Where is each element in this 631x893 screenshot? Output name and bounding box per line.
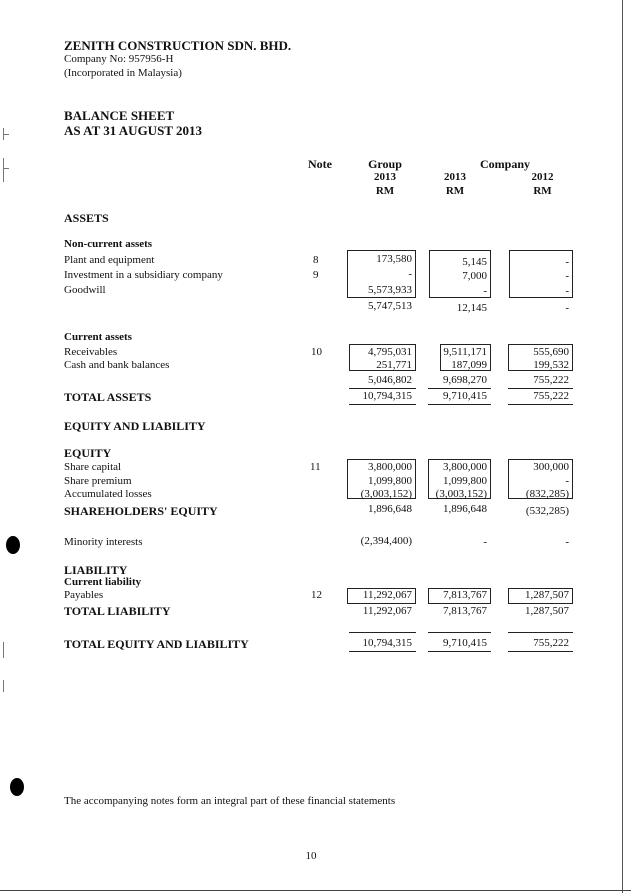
margin-tick [3,158,4,182]
margin-tick [3,642,4,658]
statement-date: AS AT 31 AUGUST 2013 [64,123,202,138]
group-value: (3,003,152) [360,488,412,500]
row-label: Share premium [64,475,132,487]
group-minority-interests: (2,394,400) [360,535,412,547]
company-2012-total-liability: 1,287,507 [525,605,569,617]
col-group-header: Group [368,157,402,171]
double-underline [428,404,491,405]
liability-heading: LIABILITY [64,563,128,577]
col-group-currency: RM [375,185,395,197]
group-noncurrent-total: 5,747,513 [368,300,412,312]
current-liability-heading: Current liability [64,576,142,588]
row-label: Payables [64,589,104,601]
company-2013-value: 7,813,767 [443,589,487,601]
punch-hole [10,778,24,796]
company-2013-value: - [483,285,487,297]
grand-total-label: TOTAL EQUITY AND LIABILITY [64,637,249,651]
col-company-year-2012: 2012 [531,171,554,183]
current-assets-heading: Current assets [64,331,132,343]
group-current-total: 5,046,802 [368,374,412,386]
company-2012-value: - [565,270,569,282]
company-2013-total-assets: 9,710,415 [443,390,487,402]
group-total-assets: 10,794,315 [362,390,412,402]
row-note: 8 [313,254,319,266]
company-incorporation: (Incorporated in Malaysia) [64,67,182,79]
double-underline [508,651,573,652]
punch-hole [6,536,20,554]
group-value: 1,099,800 [368,475,412,487]
col-note-header: Note [308,157,332,171]
group-value: 173,580 [376,253,412,265]
col-group-year: 2013 [374,171,396,183]
company-2012-grand-total: 755,222 [533,637,569,649]
noncurrent-assets-heading: Non-current assets [64,238,153,250]
company-2012-noncurrent-total: - [565,302,569,314]
col-company-header: Company [479,157,530,171]
company-2013-value: 5,145 [462,256,487,268]
total-rule [508,632,573,633]
page-edge-bottom [0,890,631,891]
company-2012-value: - [565,285,569,297]
group-value: 251,771 [376,359,412,371]
company-2013-value: 1,099,800 [443,475,487,487]
statement-title: BALANCE SHEET [64,108,175,123]
company-name: ZENITH CONSTRUCTION SDN. BHD. [64,38,292,53]
company-2013-shareholders-equity: 1,896,648 [443,503,487,515]
company-2012-value: 1,287,507 [525,589,569,601]
company-2013-minority-interests: - [483,536,487,548]
row-note: 11 [310,461,321,473]
company-2012-value: 300,000 [533,461,569,473]
company-2012-shareholders-equity: (532,285) [525,505,569,517]
total-rule [428,388,491,389]
company-2013-current-total: 9,698,270 [443,374,487,386]
company-2012-current-total: 755,222 [533,374,569,386]
margin-tick [3,168,9,169]
total-liability-label: TOTAL LIABILITY [64,604,171,618]
company-2013-total-liability: 7,813,767 [443,605,487,617]
company-2012-value: - [565,475,569,487]
company-2012-minority-interests: - [565,536,569,548]
company-2012-value: 199,532 [533,359,569,371]
row-label: Investment in a subsidiary company [64,269,223,281]
col-company-year-2013: 2013 [444,171,466,183]
shareholders-equity-label: SHAREHOLDERS' EQUITY [64,504,218,518]
double-underline [508,404,573,405]
col-company-2013-currency: RM [445,185,465,197]
company-2013-value: 3,800,000 [443,461,487,473]
company-number: Company No: 957956-H [64,53,174,65]
group-shareholders-equity: 1,896,648 [368,503,412,515]
company-2013-value: 187,099 [451,359,487,371]
row-label: Plant and equipment [64,254,155,266]
company-2013-value: 7,000 [462,270,487,282]
col-company-2012-currency: RM [533,185,552,197]
row-label: Cash and bank balances [64,359,170,371]
margin-tick [3,680,4,692]
company-2012-value: (832,285) [525,488,569,500]
assets-heading: ASSETS [64,211,109,225]
row-label: Goodwill [64,284,106,296]
company-2013-noncurrent-total: 12,145 [456,302,487,314]
row-label: Share capital [64,461,122,473]
company-2012-total-assets: 755,222 [533,390,569,402]
row-note: 9 [313,269,319,281]
row-note: 12 [311,589,322,601]
group-total-liability: 11,292,067 [362,605,412,617]
minority-interests-label: Minority interests [64,536,143,548]
company-2012-value: - [565,256,569,268]
double-underline [428,651,491,652]
group-value: 11,292,067 [362,589,412,601]
total-assets-label: TOTAL ASSETS [64,390,152,404]
equity-liability-heading: EQUITY AND LIABILITY [64,419,206,433]
company-2013-grand-total: 9,710,415 [443,637,487,649]
total-rule [349,388,416,389]
total-rule [428,632,491,633]
row-label: Accumulated losses [64,488,152,500]
equity-heading: EQUITY [64,446,112,460]
row-label: Receivables [64,346,118,358]
company-2013-value: 9,511,171 [443,346,487,358]
total-rule [508,388,573,389]
group-value: 3,800,000 [368,461,412,473]
footer-note: The accompanying notes form an integral part of these financial statements [64,795,396,807]
group-value: 5,573,933 [368,284,412,296]
page-edge-right [622,0,623,893]
page-number: 10 [305,850,317,862]
margin-tick [3,134,9,135]
group-grand-total: 10,794,315 [362,637,412,649]
company-2012-value: 555,690 [533,346,569,358]
total-rule [349,632,416,633]
double-underline [349,404,416,405]
row-note: 10 [311,346,322,358]
company-2013-value: (3,003,152) [435,488,487,500]
group-value: 4,795,031 [368,346,412,358]
double-underline [349,651,416,652]
group-value: - [408,268,412,280]
